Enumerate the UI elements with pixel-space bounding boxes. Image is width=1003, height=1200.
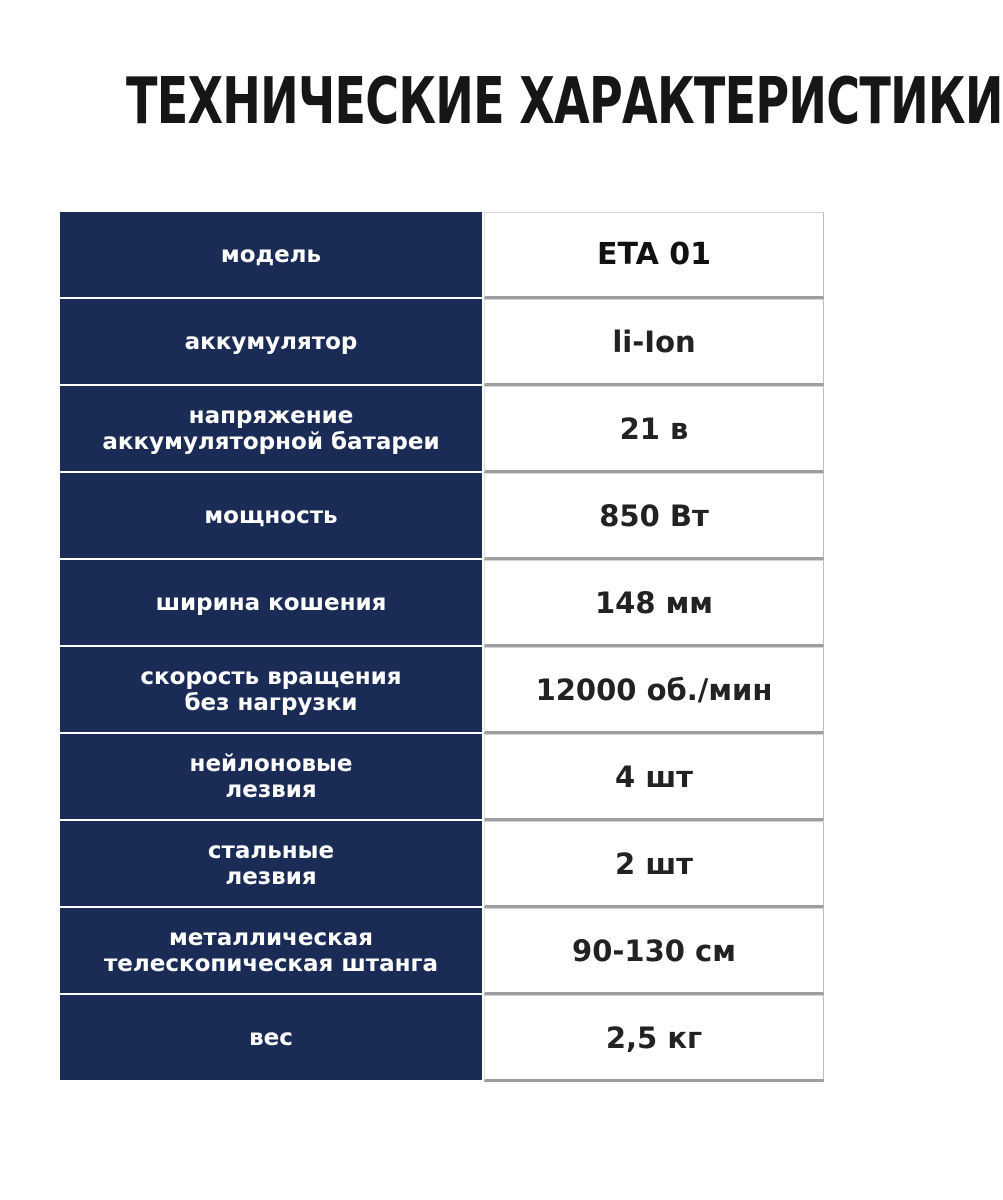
spec-label-weight: вес: [60, 995, 482, 1082]
spec-value-nylon-blades: 4 шт: [484, 734, 824, 821]
spec-row-rotation-speed: [60, 647, 824, 734]
spec-row-power: [60, 473, 824, 560]
spec-row-model: [60, 212, 824, 299]
spec-label-rotation-speed: скорость вращения без нагрузки: [60, 647, 482, 734]
spec-label-power: мощность: [60, 473, 482, 560]
spec-row-voltage: [60, 386, 824, 473]
spec-value-rotation-speed: 12000 об./мин: [484, 647, 824, 734]
spec-value-shaft: 90-130 см: [484, 908, 824, 995]
spec-row-battery: [60, 299, 824, 386]
spec-row-weight: [60, 995, 824, 1082]
spec-value-model: ETA 01: [484, 212, 824, 299]
spec-label-voltage: напряжение аккумуляторной батареи: [60, 386, 482, 473]
specs-table: [60, 212, 824, 1082]
spec-label-steel-blades: стальные лезвия: [60, 821, 482, 908]
spec-value-cutting-width: 148 мм: [484, 560, 824, 647]
spec-label-model: модель: [60, 212, 482, 299]
page-title: ТЕХНИЧЕСКИЕ ХАРАКТЕРИСТИКИ: [126, 65, 1003, 139]
spec-row-nylon-blades: [60, 734, 824, 821]
spec-value-battery: li-Ion: [484, 299, 824, 386]
spec-value-power: 850 Вт: [484, 473, 824, 560]
spec-value-steel-blades: 2 шт: [484, 821, 824, 908]
spec-row-shaft: [60, 908, 824, 995]
spec-value-voltage: 21 в: [484, 386, 824, 473]
spec-row-steel-blades: [60, 821, 824, 908]
spec-label-battery: аккумулятор: [60, 299, 482, 386]
spec-row-cutting-width: [60, 560, 824, 647]
spec-value-weight: 2,5 кг: [484, 995, 824, 1082]
spec-label-shaft: металлическая телескопическая штанга: [60, 908, 482, 995]
spec-label-nylon-blades: нейлоновые лезвия: [60, 734, 482, 821]
spec-label-cutting-width: ширина кошения: [60, 560, 482, 647]
